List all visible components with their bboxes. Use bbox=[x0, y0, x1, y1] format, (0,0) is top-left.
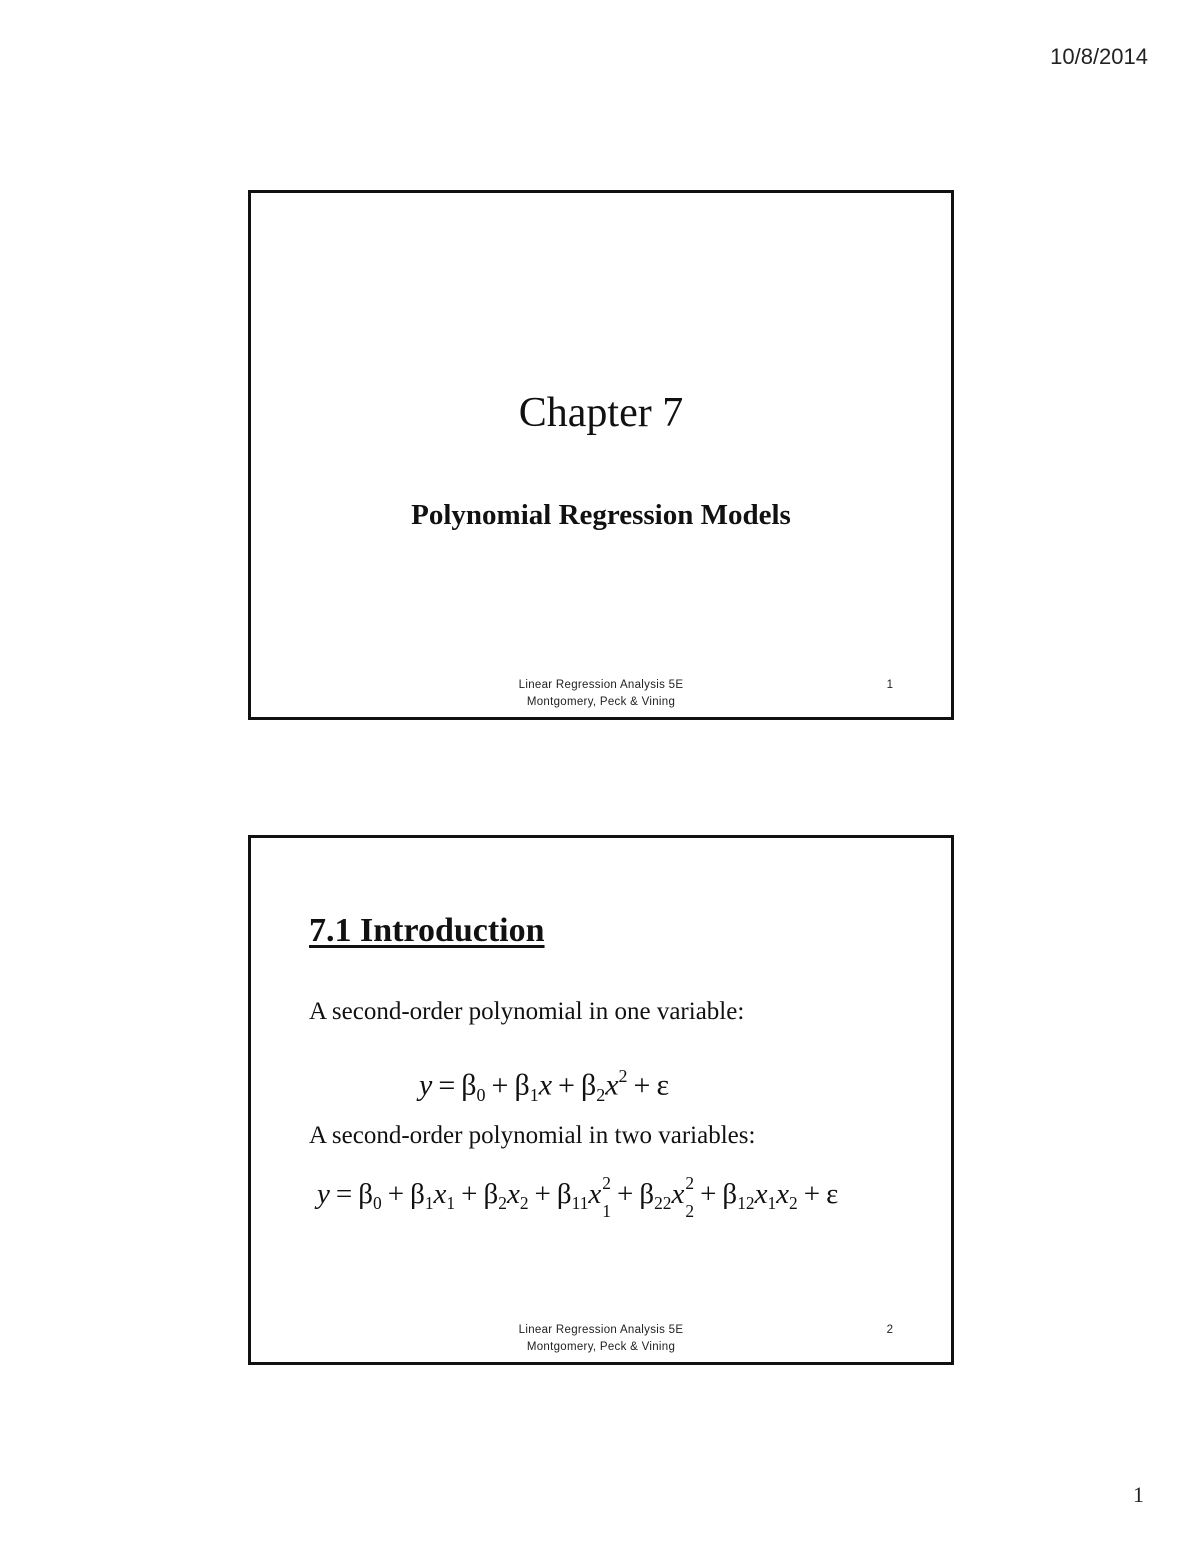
footer-book-title: Linear Regression Analysis 5E bbox=[518, 1324, 684, 1336]
section-heading: 7.1 Introduction bbox=[309, 912, 545, 949]
footer-authors: Montgomery, Peck & Vining bbox=[526, 696, 676, 708]
slide-number: 2 bbox=[886, 1324, 893, 1336]
slide-2 bbox=[248, 835, 954, 1365]
chapter-title: Chapter 7 bbox=[518, 390, 684, 436]
slide-footer bbox=[251, 1322, 951, 1356]
footer-book-title: Linear Regression Analysis 5E bbox=[518, 679, 684, 691]
two-variable-text: A second-order polynomial in two variables: bbox=[309, 1122, 756, 1149]
slide-1 bbox=[248, 190, 954, 720]
slide-number: 1 bbox=[886, 679, 893, 691]
two-variable-equation: $y = \beta_0 + \beta_1x_1 + \beta_2x_2 + \beta_{11}x$ 2 1 + $\beta_{22}x$ 2 2 + $\beta_{12}x_1x_2 + \varepsilon$ bbox=[317, 1173, 839, 1222]
footer-authors: Montgomery, Peck & Vining bbox=[526, 1341, 676, 1353]
slide-footer bbox=[251, 677, 951, 711]
page-date: 10/8/2014 bbox=[1050, 44, 1148, 69]
one-variable-text: A second-order polynomial in one variable: bbox=[309, 998, 745, 1025]
chapter-subtitle: Polynomial Regression Models bbox=[411, 499, 791, 531]
one-variable-equation: $y = \beta_0 + \beta_1x + \beta_2x^2 + \varepsilon$ bbox=[419, 1066, 670, 1105]
page-number: 1 bbox=[1133, 1482, 1144, 1507]
